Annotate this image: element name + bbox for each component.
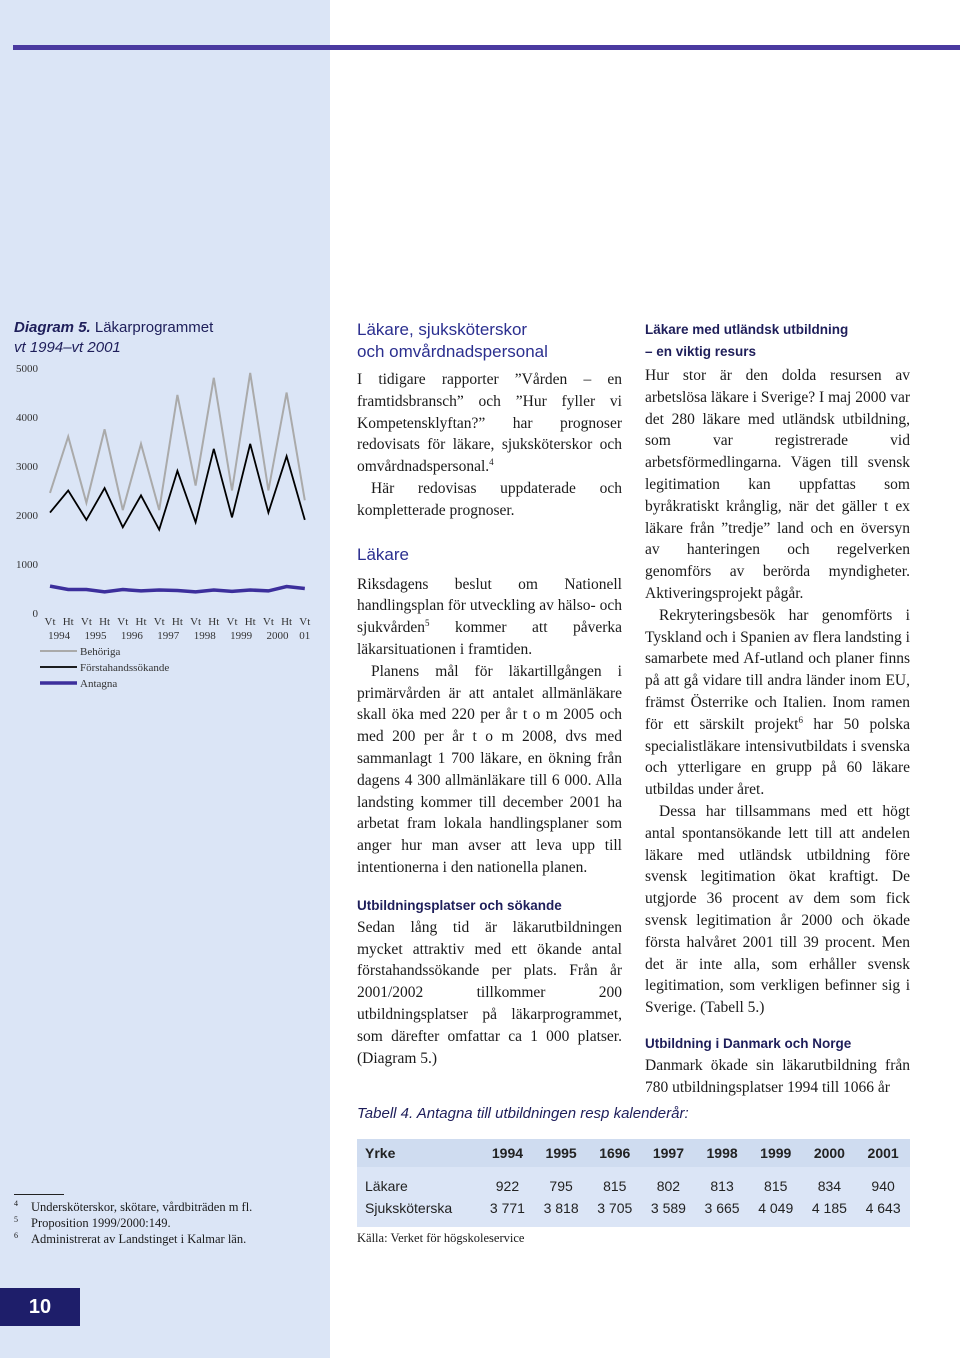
diagram-label: Diagram 5. (14, 319, 91, 336)
table-cell: 4 643 (865, 1200, 901, 1216)
x-tick-label: Vt (226, 616, 238, 628)
table-cell: 4 185 (811, 1200, 847, 1216)
table-cell: 795 (549, 1178, 573, 1194)
legend-label: Förstahandssökande (80, 662, 170, 674)
section-heading-staff (357, 319, 622, 363)
paragraph-recruitment (645, 605, 910, 801)
legend-label: Behöriga (80, 646, 121, 658)
table-header-row (357, 1139, 910, 1167)
diagram-title-line1: Läkarprogrammet (94, 319, 214, 336)
table-header: 2000 (813, 1145, 845, 1161)
x-tick-label: Ht (171, 616, 183, 628)
table-cell: 3 705 (597, 1200, 633, 1216)
footnote-ref-6: 6 (798, 714, 803, 725)
diagram-title (14, 318, 314, 358)
footnote-item (14, 1215, 324, 1231)
table-cell: 813 (710, 1178, 734, 1194)
paragraph-riksdag-text-b: kommer att påverka läkarsituationen i framtiden. (357, 619, 622, 658)
paragraph-recruitment-text-a: Rekryteringsbesök har genomförts i Tyskland och i Spanien av flera landsting i samarbete med Af-utland och planer finns på att gå vidare till andra länder inom EU, främst Österrike och Italien. Inom ramen för ett särskilt projekt (645, 606, 910, 733)
x-year-label: 1996 (120, 630, 143, 642)
table-row (357, 1197, 910, 1227)
paragraph-plan: Planens mål för läkartillgången i primärvården är att antalet allmänläkare skall öka med 220 per år t o m 2005 och med 200 per år t o m 2008, dvs med sammanlagt 1 700 läkare, en ökning från dagens 4 300 allmänläkare till 6 000. Alla landsting kommer till december 2001 ha arbetat fram lokala handlingsplaner som anger hur man avser att leva upp till intentionerna i den nationella planen. (357, 662, 622, 876)
table-header: 1995 (545, 1145, 577, 1161)
section-heading-lakare: Läkare (357, 544, 409, 564)
footnote-text: Undersköterskor, skötare, vårdbiträden m fl. (31, 1200, 253, 1214)
x-tick-label: Vt (80, 616, 92, 628)
table-cell: 815 (603, 1178, 627, 1194)
x-year-label: 1999 (230, 630, 253, 642)
table-cell: 4 049 (758, 1200, 794, 1216)
paragraph-education-places: Sedan lång tid är läkarutbildningen mycket attraktiv med ett ökande antal förstahandssökande per plats. Från år 2001/2002 tillkommer 200 utbildningsplatser på läkarprogrammet, som därefter omfattar ca 1 000 platser. (Diagram 5.) (357, 918, 622, 1067)
x-tick-label: Ht (244, 616, 256, 628)
footnote-item (14, 1231, 324, 1247)
table-cell: 815 (764, 1178, 788, 1194)
x-tick-label: Ht (135, 616, 147, 628)
table-cell: 834 (817, 1178, 842, 1194)
paragraph-riksdag-text-a: Riksdagens beslut om Nationell handlingsplan för utveckling av hälso- och sjukvården (357, 575, 622, 637)
footnote-ref-4: 4 (489, 457, 494, 468)
table-header: 1999 (760, 1145, 792, 1161)
x-year-label: 1994 (48, 630, 71, 642)
line-chart (0, 355, 330, 700)
table-cell: Sjuksköterska (365, 1200, 453, 1216)
footnote-text: Proposition 1999/2000:149. (31, 1216, 171, 1230)
column-left (357, 319, 622, 1069)
table-cell: Läkare (365, 1178, 408, 1194)
table-cell: 3 665 (704, 1200, 740, 1216)
y-tick-label: 5000 (16, 363, 38, 375)
table-caption: Tabell 4. Antagna till utbildningen resp kalenderår: (357, 1105, 689, 1122)
paragraph-intro-text: I tidigare rapporter ”Vården – en framtidsbransch” och ”Hur fyller vi Kompetensklyftan?” har prognoser redovisats för läkare, sjuksköterskor och omvårdnadspersonal. (357, 371, 622, 476)
paragraph-intro (357, 369, 622, 478)
paragraph-prognoses: Här redovisas uppdaterade och kompletterade prognoser. (357, 479, 622, 519)
footnote-rule (14, 1194, 64, 1195)
paragraph-denmark: Danmark ökade sin läkarutbildning från 780 utbildningsplatser 1994 till 1066 år (645, 1056, 910, 1096)
table-cell: 3 771 (489, 1200, 525, 1216)
y-tick-label: 2000 (16, 510, 38, 522)
footnotes (14, 1199, 324, 1247)
x-tick-label: Vt (190, 616, 202, 628)
y-tick-label: 0 (32, 608, 38, 620)
paragraph-riksdag (357, 574, 622, 661)
x-tick-label: Vt (299, 616, 311, 628)
series-line-1 (50, 373, 305, 510)
section-heading-staff-line1: Läkare, sjuksköterskor (357, 320, 528, 339)
series-line-3 (50, 586, 305, 592)
table-header: Yrke (365, 1145, 396, 1161)
x-year-label: 1995 (84, 630, 107, 642)
table-source: Källa: Verket för högskoleservice (357, 1231, 525, 1245)
table-header: 1696 (599, 1145, 631, 1161)
y-tick-label: 1000 (16, 559, 38, 571)
footnote-number: 4 (14, 1199, 18, 1208)
x-year-label: 1997 (157, 630, 180, 642)
top-rule (13, 45, 960, 50)
x-year-label: 1998 (193, 630, 216, 642)
footnote-ref-5: 5 (425, 618, 430, 629)
table-row (357, 1167, 910, 1197)
diagram-title-line2: vt 1994–vt 2001 (14, 339, 121, 356)
table-cell: 3 589 (650, 1200, 686, 1216)
paragraph-recruitment-text-b: har 50 polska specialistläkare intensivutbildats i svenska och ytterligare en grupp på 60 läkare utbildas under året. (645, 715, 911, 799)
footnote-item (14, 1199, 324, 1215)
y-tick-label: 4000 (16, 412, 38, 424)
subheading-education-places: Utbildningsplatser och sökande (357, 897, 562, 913)
x-tick-label: Vt (117, 616, 129, 628)
x-tick-label: Ht (208, 616, 220, 628)
table-header: 1997 (652, 1145, 684, 1161)
table-header: 2001 (867, 1145, 899, 1161)
section-heading-foreign-line1: Läkare med utländsk utbildning (645, 322, 849, 337)
x-tick-label: Ht (99, 616, 111, 628)
footnote-number: 5 (14, 1215, 18, 1224)
footnote-number: 6 (14, 1231, 18, 1240)
table-cell: 922 (495, 1178, 520, 1194)
subheading-denmark-norway: Utbildning i Danmark och Norge (645, 1035, 852, 1051)
data-table (357, 1139, 910, 1227)
table-cell: 802 (656, 1178, 681, 1194)
legend-label: Antagna (80, 678, 118, 690)
x-year-label: 2000 (266, 630, 289, 642)
section-heading-foreign (645, 319, 910, 363)
table-header: 1998 (706, 1145, 738, 1161)
section-heading-foreign-line2: – en viktig resurs (645, 344, 757, 359)
x-tick-label: Vt (153, 616, 165, 628)
x-tick-label: Ht (281, 616, 293, 628)
x-year-label: 01 (299, 630, 311, 642)
x-tick-label: Ht (62, 616, 74, 628)
series-line-2 (50, 444, 305, 530)
table-cell: 940 (871, 1178, 895, 1194)
y-tick-label: 3000 (16, 461, 38, 473)
table-cell: 3 818 (543, 1200, 579, 1216)
paragraph-legitimation: Dessa har tillsammans med ett högt antal spontansökande lett till att andelen läkare med utländsk utbildning före svensk legitimation ökat kraftigt. De utgjorde 36 procent av dem som fick svensk legitimation år 2000 och ökade första halvåret 2001 till 39 procent. Men det är inte alla, som erhåller svensk legitimation, som verkligen befinner sig i Sverige. (Tabell 5.) (645, 802, 910, 1017)
section-heading-staff-line2: och omvårdnadspersonal (357, 342, 548, 361)
x-tick-label: Vt (44, 616, 56, 628)
column-right (645, 319, 910, 1099)
table-header: 1994 (491, 1145, 524, 1161)
page-number: 10 (0, 1288, 80, 1326)
footnote-text: Administrerat av Landstinget i Kalmar län. (31, 1232, 247, 1246)
paragraph-hidden-resource: Hur stor är den dolda resursen av arbetslösa läkare i Sverige? I maj 2000 var det 280 läkare med utländsk utbildning, som var registrerade vid arbetsförmedlingarna. Vägen till svensk legitimation kan uppfattas som byråkratiskt krånglig, när det gäller t ex läkare från ”tredje” land och en översyn av hanteringen och regelverken genomförs av berörda myndigheter. Aktiveringsprojekt pågår. (645, 367, 910, 602)
x-tick-label: Vt (262, 616, 274, 628)
